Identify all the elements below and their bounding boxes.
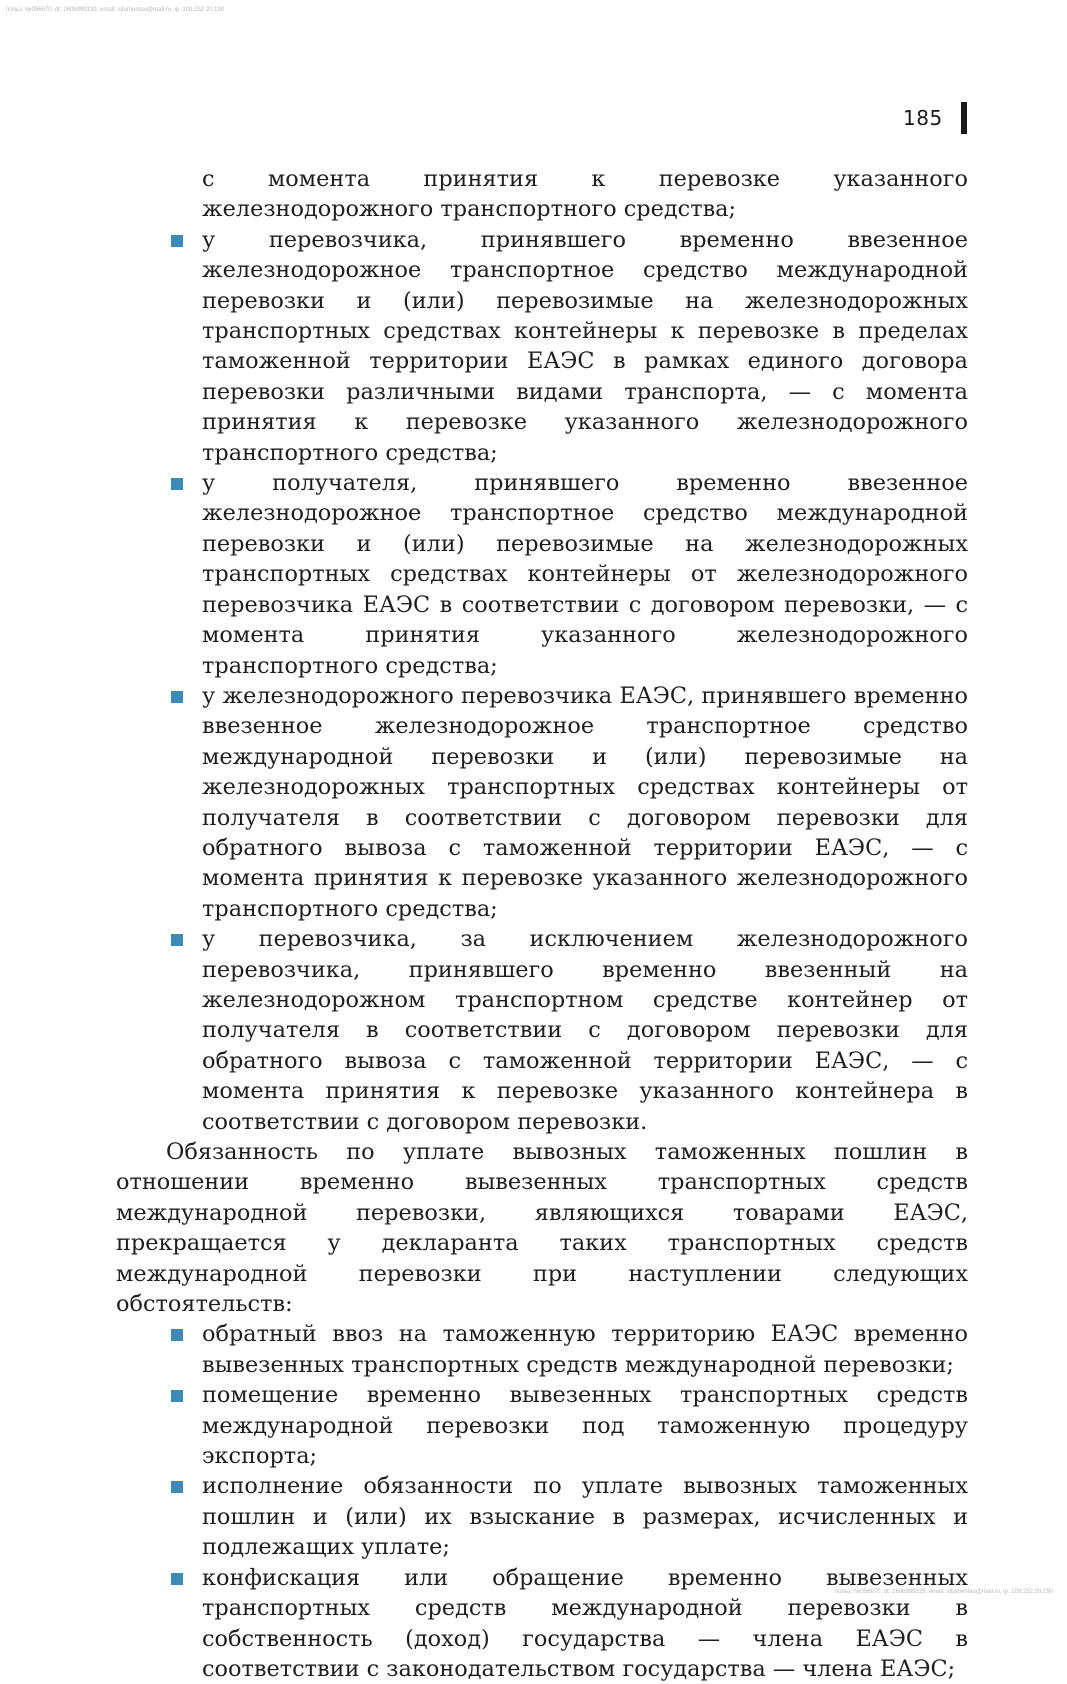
list-item-text: обратный ввоз на таможенную территорию ЕАЭС временно вывезенных транспортных средств международной перевозки; — [202, 1321, 968, 1378]
list-item — [202, 681, 968, 924]
bullet-list-2 — [116, 1319, 968, 1684]
watermark-top: польз. №056670, dt: 1606999139, email: situmentau@mail.ru, ip: 109.252.20.190 — [6, 7, 225, 13]
square-bullet-icon — [171, 1390, 183, 1402]
page-content — [116, 164, 968, 1684]
list-item — [202, 1319, 968, 1380]
square-bullet-icon — [171, 478, 183, 490]
page-number: 185 — [903, 106, 943, 130]
continuation-text: с момента принятия к перевозке указанного железнодорожного транспортного средства; — [202, 166, 968, 223]
list-item — [202, 1471, 968, 1562]
list-item-text: у перевозчика, принявшего временно ввезенное железнодорожное транспортное средство международной перевозки и (или) перевозимые на железнодорожных транспортных средствах контейнеры к перевозке в пределах таможенной территории ЕАЭС в рамках единого договора перевозки различными видами транспорта, — с момента принятия к перевозке указанного железнодорожного транспортного средства; — [202, 226, 968, 466]
watermark-bottom: польз. №056670, dt: 1606999139, email: situmentau@mail.ru, ip: 109.252.20.190 — [834, 1589, 1053, 1595]
list-item-text: исполнение обязанности по уплате вывозных таможенных пошлин и (или) их взыскание в размерах, исчисленных и подлежащих уплате; — [202, 1473, 968, 1561]
list-item-text: конфискация или обращение временно вывезенных транспортных средств международной перевозки в собственность (доход) государства — члена ЕАЭС в соответствии с законодательством государства — члена ЕАЭС; — [202, 1564, 968, 1682]
page-number-bar — [961, 102, 967, 134]
list-item — [202, 1380, 968, 1471]
list-item — [202, 468, 968, 681]
square-bullet-icon — [171, 934, 183, 946]
square-bullet-icon — [171, 691, 183, 703]
list-item-text: у железнодорожного перевозчика ЕАЭС, принявшего временно ввезенное железнодорожное транспортное средство международной перевозки и (или) перевозимые на железнодорожных транспортных средствах контейнеры от получателя в соответствии с договором перевозки для обратного вывоза с таможенной территории ЕАЭС, — с момента принятия к перевозке указанного железнодорожного транспортного средства; — [202, 682, 968, 922]
list-item — [202, 1563, 968, 1684]
bullet-list-1 — [116, 225, 968, 1137]
list-item — [202, 225, 968, 468]
square-bullet-icon — [171, 1573, 183, 1585]
body-paragraph: Обязанность по уплате вывозных таможенных пошлин в отношении временно вывезенных транспортных средств международной перевозки, являющихся товарами ЕАЭС, прекращается у декларанта таких транспортных средств международной перевозки при наступлении следующих обстоятельств: — [116, 1139, 968, 1318]
square-bullet-icon — [171, 235, 183, 247]
list-item — [202, 924, 968, 1137]
list-item-text: помещение временно вывезенных транспортных средств международной перевозки под таможенную процедуру экспорта; — [202, 1382, 968, 1470]
square-bullet-icon — [171, 1481, 183, 1493]
list-item-text: у перевозчика, за исключением железнодорожного перевозчика, принявшего временно ввезенный на железнодорожном транспортном средстве контейнер от получателя в соответствии с договором перевозки для обратного вывоза с таможенной территории ЕАЭС, — с момента принятия к перевозке указанного контейнера в соответствии с договором перевозки. — [202, 926, 968, 1135]
list-item-text: у получателя, принявшего временно ввезенное железнодорожное транспортное средство международной перевозки и (или) перевозимые на железнодорожных транспортных средствах контейнеры от железнодорожного перевозчика ЕАЭС в соответствии с договором перевозки, — с момента принятия указанного железнодорожного транспортного средства; — [202, 470, 968, 679]
square-bullet-icon — [171, 1329, 183, 1341]
